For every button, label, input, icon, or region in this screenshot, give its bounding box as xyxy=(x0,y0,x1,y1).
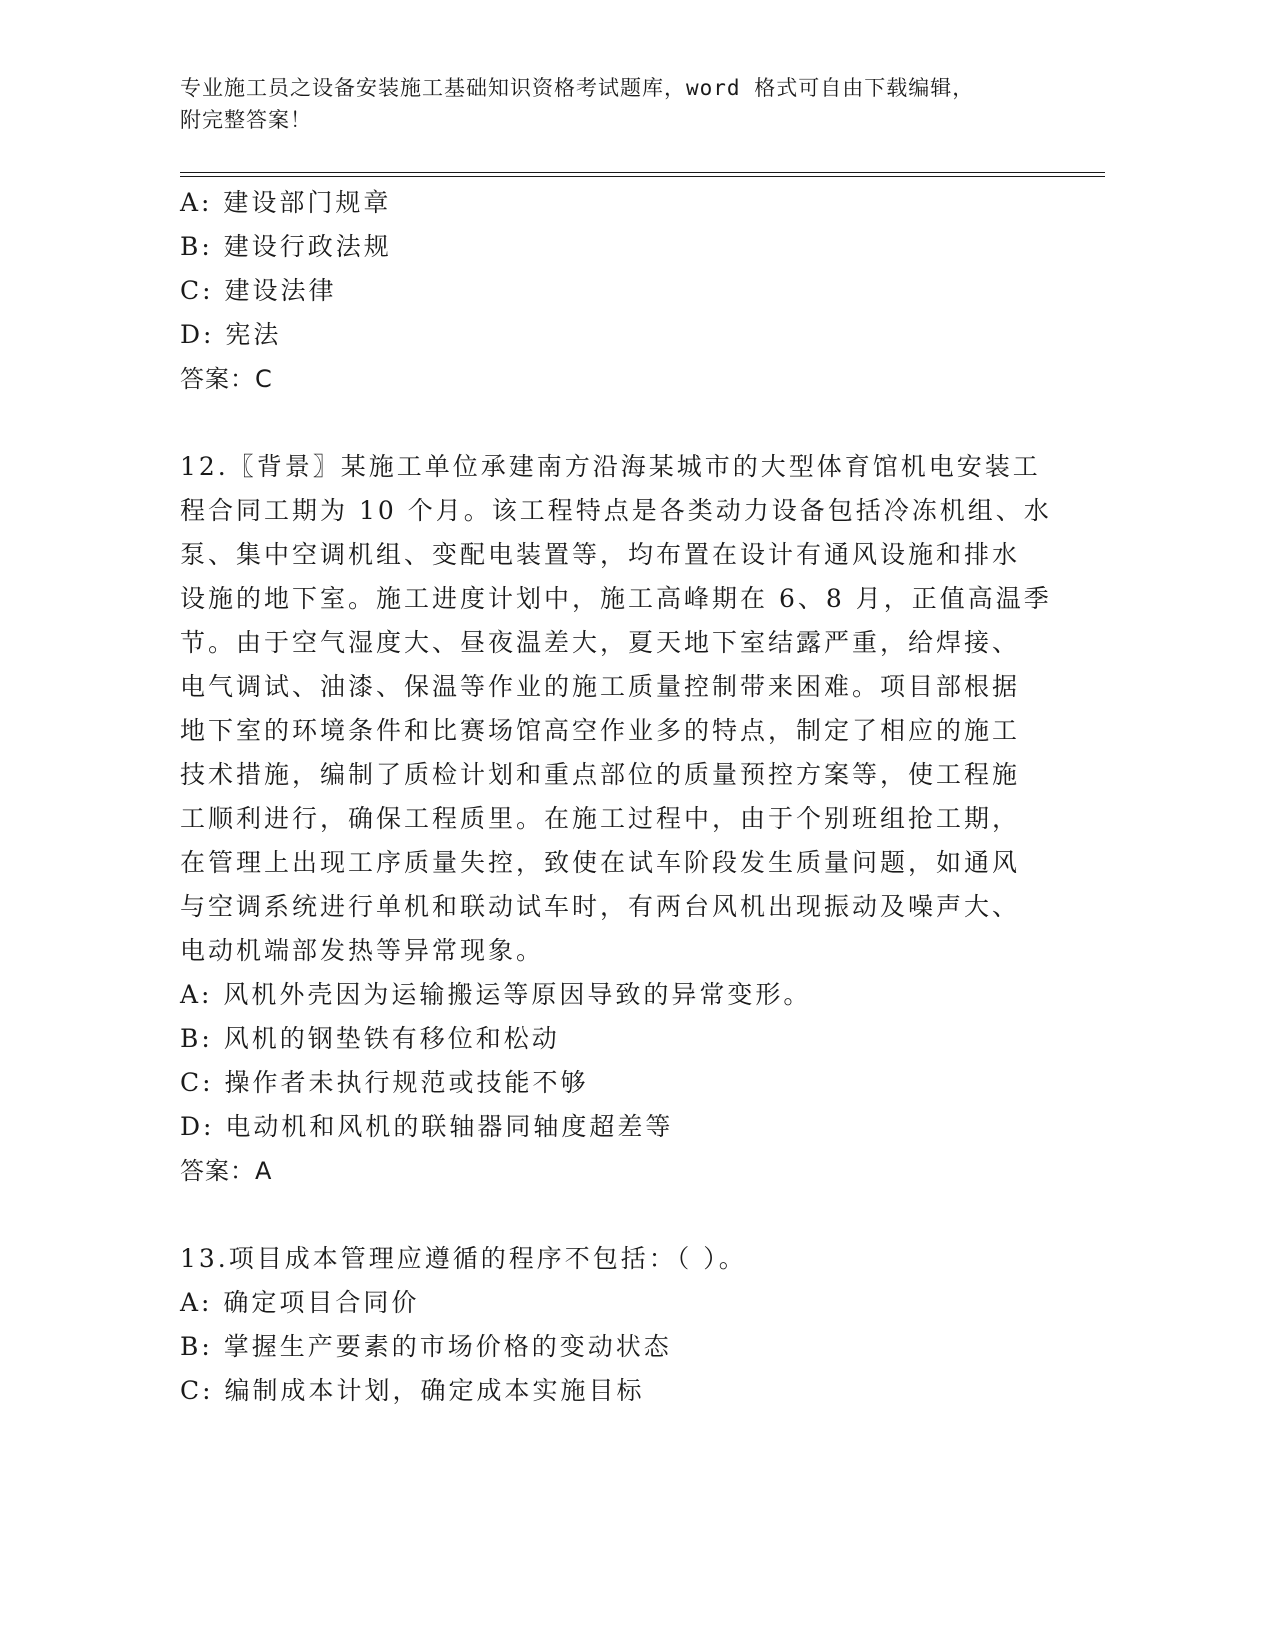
question-11-options xyxy=(180,183,1030,403)
header-title-line-1: 专业施工员之设备安装施工基础知识资格考试题库，word 格式可自由下载编辑， xyxy=(180,76,975,100)
document-header xyxy=(180,72,1060,136)
question-13 xyxy=(180,1239,1030,1415)
spacer xyxy=(180,1195,1030,1239)
question-12 xyxy=(180,447,1052,1195)
question-12-stem-line: 泵、集中空调机组、变配电装置等，均布置在设计有通风设施和排水 xyxy=(180,540,1021,569)
question-13-option-b: B: 掌握生产要素的市场价格的变动状态 xyxy=(180,1332,672,1361)
question-12-option-b: B: 风机的钢垫铁有移位和松动 xyxy=(180,1024,560,1053)
question-12-stem-line: 技术措施，编制了质检计划和重点部位的质量预控方案等，使工程施 xyxy=(180,760,1021,789)
question-11-answer: 答案：C xyxy=(180,365,273,393)
question-12-stem-line: 地下室的环境条件和比赛场馆高空作业多的特点，制定了相应的施工 xyxy=(180,716,1021,745)
question-11-option-c: C: 建设法律 xyxy=(180,276,337,305)
header-divider xyxy=(180,172,1105,177)
question-12-option-a: A: 风机外壳因为运输搬运等原因导致的异常变形。 xyxy=(180,980,812,1009)
question-12-option-c: C: 操作者未执行规范或技能不够 xyxy=(180,1068,589,1097)
question-12-stem-line: 在管理上出现工序质量失控，致使在试车阶段发生质量问题，如通风 xyxy=(180,848,1021,877)
question-13-option-a: A: 确定项目合同价 xyxy=(180,1288,420,1317)
question-13-stem: 13.项目成本管理应遵循的程序不包括：（ ）。 xyxy=(180,1244,747,1273)
question-11-option-d: D: 宪法 xyxy=(180,320,282,349)
question-12-option-d: D: 电动机和风机的联轴器同轴度超差等 xyxy=(180,1112,674,1141)
question-13-option-c: C: 编制成本计划，确定成本实施目标 xyxy=(180,1376,645,1405)
question-12-stem-line: 电动机端部发热等异常现象。 xyxy=(180,936,545,965)
header-title-line-2: 附完整答案！ xyxy=(180,108,312,132)
question-content xyxy=(180,183,1052,1415)
question-12-stem-line: 工顺利进行，确保工程质里。在施工过程中，由于个别班组抢工期， xyxy=(180,804,1021,833)
question-12-stem-line: 设施的地下室。施工进度计划中，施工高峰期在 6、8 月，正值高温季 xyxy=(180,584,1052,613)
question-12-stem-line: 电气调试、油漆、保温等作业的施工质量控制带来困难。项目部根据 xyxy=(180,672,1021,701)
question-12-stem-line: 与空调系统进行单机和联动试车时，有两台风机出现振动及噪声大、 xyxy=(180,892,1021,921)
question-12-stem-line: 程合同工期为 10 个月。该工程特点是各类动力设备包括冷冻机组、水 xyxy=(180,496,1052,525)
question-12-stem-line: 节。由于空气湿度大、昼夜温差大，夏天地下室结露严重，给焊接、 xyxy=(180,628,1021,657)
question-12-stem-line: 12.〖背景〗某施工单位承建南方沿海某城市的大型体育馆机电安装工 xyxy=(180,452,1041,481)
question-12-answer: 答案：A xyxy=(180,1157,273,1185)
question-11-option-a: A: 建设部门规章 xyxy=(180,188,392,217)
question-11-option-b: B: 建设行政法规 xyxy=(180,232,392,261)
spacer xyxy=(180,403,1030,447)
